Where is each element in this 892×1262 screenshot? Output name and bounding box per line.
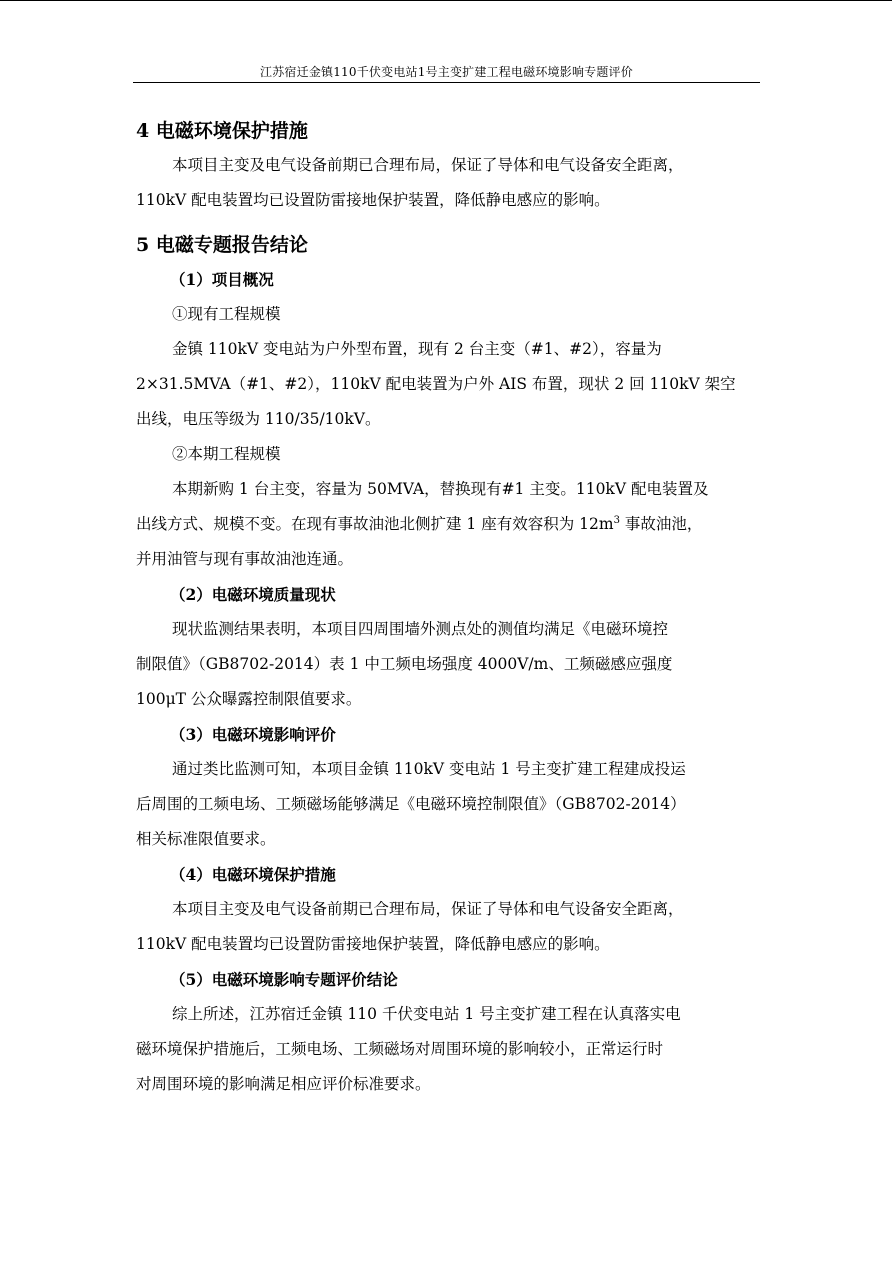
- superscript: 3: [613, 514, 620, 526]
- paragraph-line: 并用油管与现有事故油池连通。: [136, 550, 354, 568]
- item-title: ②本期工程规模: [172, 445, 281, 463]
- paragraph-line: 综上所述，江苏宿迁金镇 110 千伏变电站 1 号主变扩建工程在认真落实电: [172, 1005, 681, 1023]
- section-heading: 5 电磁专题报告结论: [136, 234, 308, 256]
- subsection-title: （3）电磁环境影响评价: [170, 725, 336, 744]
- section-heading: 4 电磁环境保护措施: [136, 120, 308, 142]
- document-body: [136, 114, 766, 1102]
- text-run: 出线方式、规模不变。在现有事故油池北侧扩建 1 座有效容积为 12m: [136, 515, 614, 533]
- paragraph-line: 现状监测结果表明，本项目四周围墙外测点处的测值均满足《电磁环境控: [172, 620, 669, 638]
- subsection-title: （4）电磁环境保护措施: [170, 865, 336, 884]
- page-top-border: [0, 0, 892, 1]
- paragraph-line: 通过类比监测可知，本项目金镇 110kV 变电站 1 号主变扩建工程建成投运: [172, 760, 686, 778]
- paragraph-line: 对周围环境的影响满足相应评价标准要求。: [136, 1075, 431, 1093]
- paragraph-line: 2×31.5MVA（#1、#2），110kV 配电装置为户外 AIS 布置，现状 2 回 110kV 架空: [136, 375, 736, 393]
- paragraph-line: 100μT 公众曝露控制限值要求。: [136, 690, 362, 708]
- subsection-title: （5）电磁环境影响专题评价结论: [170, 970, 398, 989]
- subsection-title: （2）电磁环境质量现状: [170, 585, 336, 604]
- page-header: 江苏宿迁金镇110千伏变电站1号主变扩建工程电磁环境影响专题评价: [260, 65, 633, 79]
- paragraph-line: 110kV 配电装置均已设置防雷接地保护装置，降低静电感应的影响。: [136, 935, 610, 953]
- text-run: 事故油池，: [619, 515, 703, 533]
- header-rule: [133, 82, 760, 83]
- paragraph-line: 本期新购 1 台主变，容量为 50MVA，替换现有#1 主变。110kV 配电装置及: [172, 480, 709, 498]
- paragraph-line: 相关标准限值要求。: [136, 830, 276, 848]
- paragraph-line: 制限值》（GB8702-2014）表 1 中工频电场强度 4000V/m、工频磁感应强度: [136, 655, 673, 673]
- paragraph-line: 本项目主变及电气设备前期已合理布局，保证了导体和电气设备安全距离，: [172, 156, 684, 174]
- paragraph-line: 磁环境保护措施后，工频电场、工频磁场对周围环境的影响较小，正常运行时: [136, 1040, 664, 1058]
- paragraph-line: 后周围的工频电场、工频磁场能够满足《电磁环境控制限值》（GB8702-2014）: [136, 795, 686, 813]
- paragraph-line: 本项目主变及电气设备前期已合理布局，保证了导体和电气设备安全距离，: [172, 900, 684, 918]
- paragraph-line: [136, 507, 766, 542]
- paragraph-line: 金镇 110kV 变电站为户外型布置，现有 2 台主变（#1、#2），容量为: [172, 340, 662, 358]
- paragraph-line: 110kV 配电装置均已设置防雷接地保护装置，降低静电感应的影响。: [136, 191, 610, 209]
- subsection-title: （1）项目概况: [170, 270, 274, 289]
- item-title: ①现有工程规模: [172, 305, 281, 323]
- paragraph-line: 出线，电压等级为 110/35/10kV。: [136, 410, 381, 428]
